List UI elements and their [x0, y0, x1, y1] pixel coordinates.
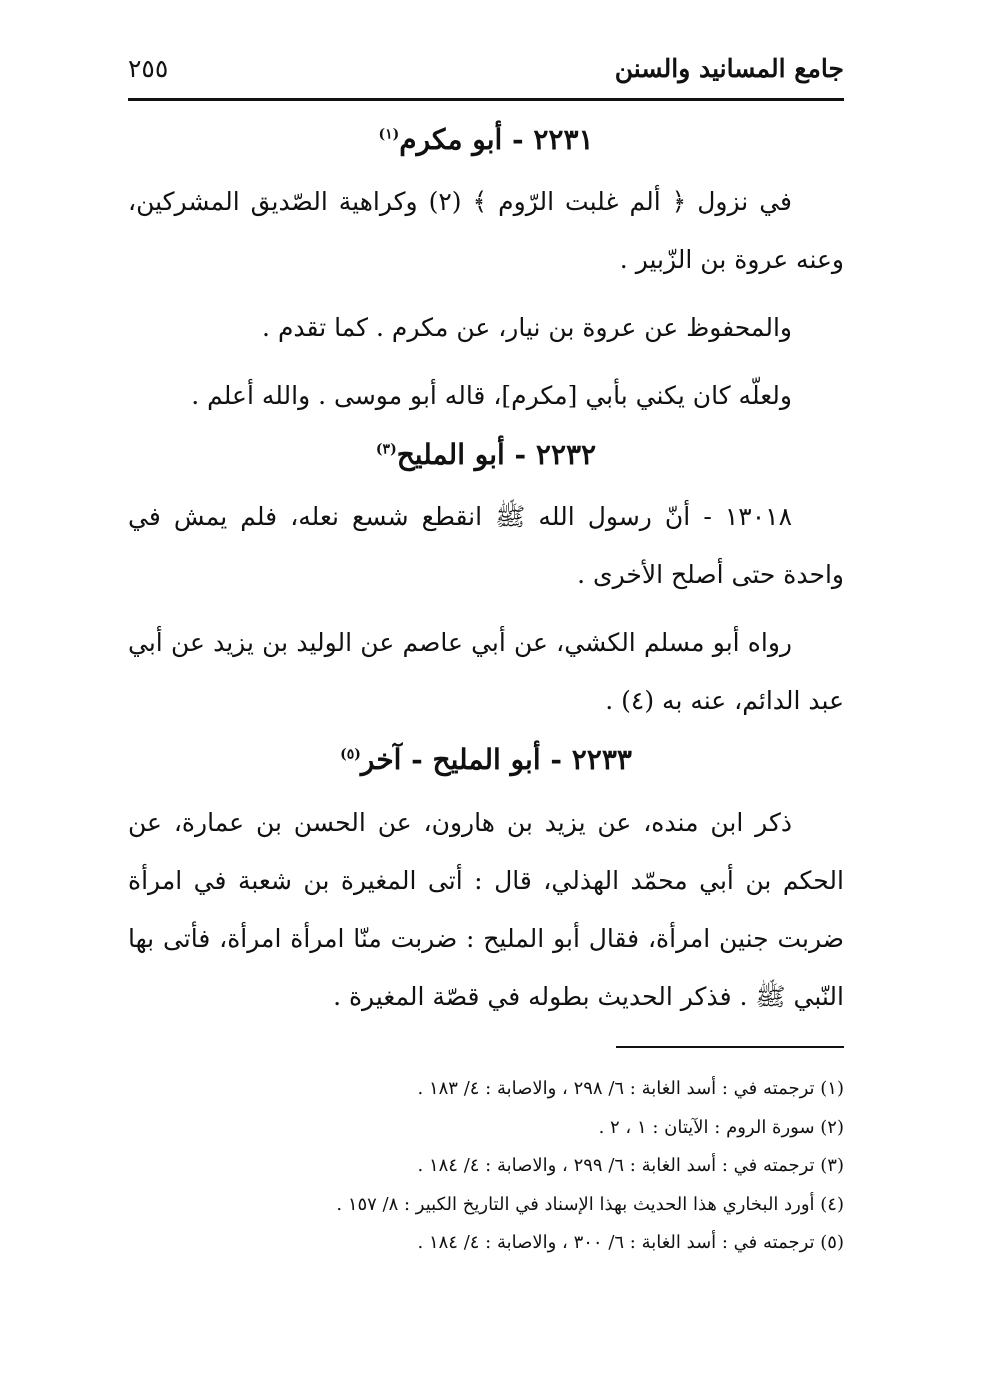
paragraph: ذكر ابن منده، عن يزيد بن هارون، عن الحسن بن عمارة، عن الحكم بن أبي محمّد الهذلي، قال : أتى المغيرة بن شعبة في امرأة ضربت جنين امرأة، فقال أبو المليح : ضربت منّا امرأة امرأة، فأتى بها النّبي ﷺ . فذكر الحديث بطوله في قصّة المغيرة .	[128, 807, 844, 1011]
footnote: (٥) ترجمته في : أسد الغابة : ٦/ ٣٠٠ ، والاصابة : ٤/ ١٨٤ .	[417, 1232, 844, 1253]
paragraph: ولعلّه كان يكني بأبي [مكرم]، قاله أبو موسى . والله أعلم .	[191, 381, 792, 411]
footnote-ref: (١)	[378, 126, 400, 143]
section-heading-2231	[128, 120, 844, 159]
header-rule	[128, 98, 844, 101]
footnote: (٣) ترجمته في : أسد الغابة : ٦/ ٢٩٩ ، والاصابة : ٤/ ١٨٤ .	[417, 1155, 844, 1176]
paragraph: والمحفوظ عن عروة بن نيار، عن مكرم . كما تقدم .	[262, 313, 792, 343]
hadith-paragraph: ١٣٠١٨ - أنّ رسول الله ﷺ انقطع شسع نعله، فلم يمش في واحدة حتى أصلح الأخرى .	[128, 502, 844, 590]
footnote: (٤) أورد البخاري هذا الحديث بهذا الإسناد في التاريخ الكبير : ٨/ ١٥٧ .	[336, 1193, 844, 1215]
footnote-rule	[616, 1046, 844, 1048]
paragraph: في نزول ﴿ ألم غلبت الرّوم ﴾ (٢) وكراهية الصّديق المشركين، وعنه عروة بن الزّبير .	[128, 187, 844, 275]
heading-text: ٢٢٣٣ - أبو المليح - آخر	[360, 743, 632, 777]
footnotes	[128, 1070, 844, 1263]
footnote: (٢) سورة الروم : الآيتان : ١ ، ٢ .	[598, 1116, 844, 1138]
paragraph: رواه أبو مسلم الكشي، عن أبي عاصم عن الوليد بن يزيد عن أبي عبد الدائم، عنه به (٤) .	[128, 628, 844, 716]
main-text	[128, 112, 844, 1036]
running-header	[128, 50, 844, 98]
running-title: جامع المسانيد والسنن	[614, 54, 844, 83]
heading-text: ٢٢٣١ - أبو مكرم	[399, 123, 594, 156]
section-heading-2232	[128, 435, 844, 474]
page-number: ٢٥٥	[128, 54, 169, 83]
footnote: (١) ترجمته في : أسد الغابة : ٦/ ٢٩٨ ، والاصابة : ٤/ ١٨٣ .	[417, 1078, 844, 1099]
footnote-ref: (٣)	[375, 441, 397, 458]
section-heading-2233	[128, 740, 844, 779]
heading-text: ٢٢٣٢ - أبو المليح	[396, 438, 597, 472]
footnote-ref: (٥)	[340, 747, 361, 764]
